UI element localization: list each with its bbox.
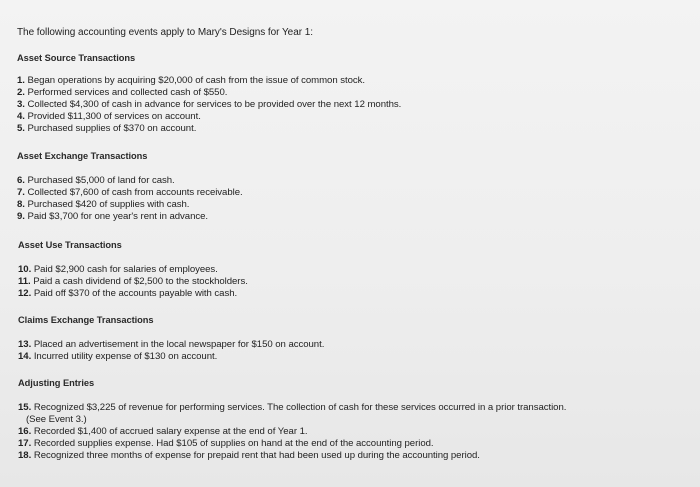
item-number: 15. [18, 402, 32, 413]
list-item-2 [17, 87, 227, 99]
item-text: Incurred utility expense of $130 on account. [33, 351, 218, 362]
item-text: Collected $7,600 of cash from accounts receivable. [27, 187, 243, 198]
item-number: 12. [18, 288, 32, 299]
item-number: 14. [18, 351, 32, 362]
list-item-13 [18, 339, 324, 351]
section-heading-adjusting-entries: Adjusting Entries [18, 378, 95, 388]
list-item-7 [17, 187, 243, 199]
list-item-3 [17, 99, 401, 111]
item-text: Collected $4,300 of cash in advance for services to be provided over the next 12 months. [27, 99, 402, 110]
item-number: 17. [18, 438, 32, 449]
list-item-17 [18, 438, 434, 450]
item-text: Performed services and collected cash of $550. [27, 87, 228, 98]
item-text: Recognized $3,225 of revenue for performing services. The collection of cash for these services occurred in a prior transaction. [33, 402, 567, 413]
list-item-6 [17, 175, 175, 187]
list-item-14 [18, 351, 217, 363]
list-item-5 [17, 123, 196, 135]
list-item-1 [17, 75, 365, 87]
section-heading-asset-use: Asset Use Transactions [18, 240, 122, 250]
item-number: 5. [17, 123, 25, 134]
document-title: The following accounting events apply to Mary's Designs for Year 1: [17, 27, 313, 38]
item-text: Recorded supplies expense. Had $105 of supplies on hand at the end of the accounting period. [33, 438, 434, 449]
item-text: Paid off $370 of the accounts payable with cash. [33, 288, 238, 299]
item-number: 3. [17, 99, 25, 110]
list-item-16 [18, 426, 307, 438]
item-text: Paid $3,700 for one year's rent in advance. [27, 211, 209, 222]
list-item-18 [18, 450, 480, 462]
list-item-10 [18, 264, 218, 276]
item-number: 8. [17, 199, 25, 210]
item-text: Purchased $420 of supplies with cash. [27, 199, 190, 210]
list-item-15 [18, 402, 566, 414]
section-heading-claims-exchange: Claims Exchange Transactions [18, 315, 154, 325]
item-text: Purchased supplies of $370 on account. [27, 123, 197, 134]
item-text: Paid $2,900 cash for salaries of employees. [33, 264, 218, 275]
item-number: 13. [18, 339, 32, 350]
item-number: 7. [17, 187, 25, 198]
list-item-8 [17, 199, 189, 211]
item-text: Began operations by acquiring $20,000 of cash from the issue of common stock. [27, 75, 365, 86]
list-item-15-continuation: (See Event 3.) [26, 414, 87, 425]
item-number: 18. [18, 450, 32, 461]
item-number: 4. [17, 111, 25, 122]
item-text: Provided $11,300 of services on account. [27, 111, 201, 122]
item-number: 10. [18, 264, 32, 275]
item-number: 9. [17, 211, 25, 222]
item-number: 2. [17, 87, 25, 98]
item-text: Recognized three months of expense for prepaid rent that had been used up during the accounting period. [33, 450, 480, 461]
list-item-11 [18, 276, 248, 288]
item-text: Purchased $5,000 of land for cash. [27, 175, 175, 186]
item-text: Recorded $1,400 of accrued salary expense at the end of Year 1. [33, 426, 308, 437]
list-item-12 [18, 288, 237, 300]
item-number: 11. [18, 276, 31, 287]
section-heading-asset-exchange: Asset Exchange Transactions [17, 151, 148, 161]
item-text: Placed an advertisement in the local newspaper for $150 on account. [33, 339, 325, 350]
section-heading-asset-source: Asset Source Transactions [17, 53, 136, 63]
item-number: 6. [17, 175, 25, 186]
list-item-4 [17, 111, 201, 123]
item-text: Paid a cash dividend of $2,500 to the stockholders. [33, 276, 248, 287]
item-number: 1. [17, 75, 25, 86]
list-item-9 [17, 211, 208, 223]
item-number: 16. [18, 426, 32, 437]
